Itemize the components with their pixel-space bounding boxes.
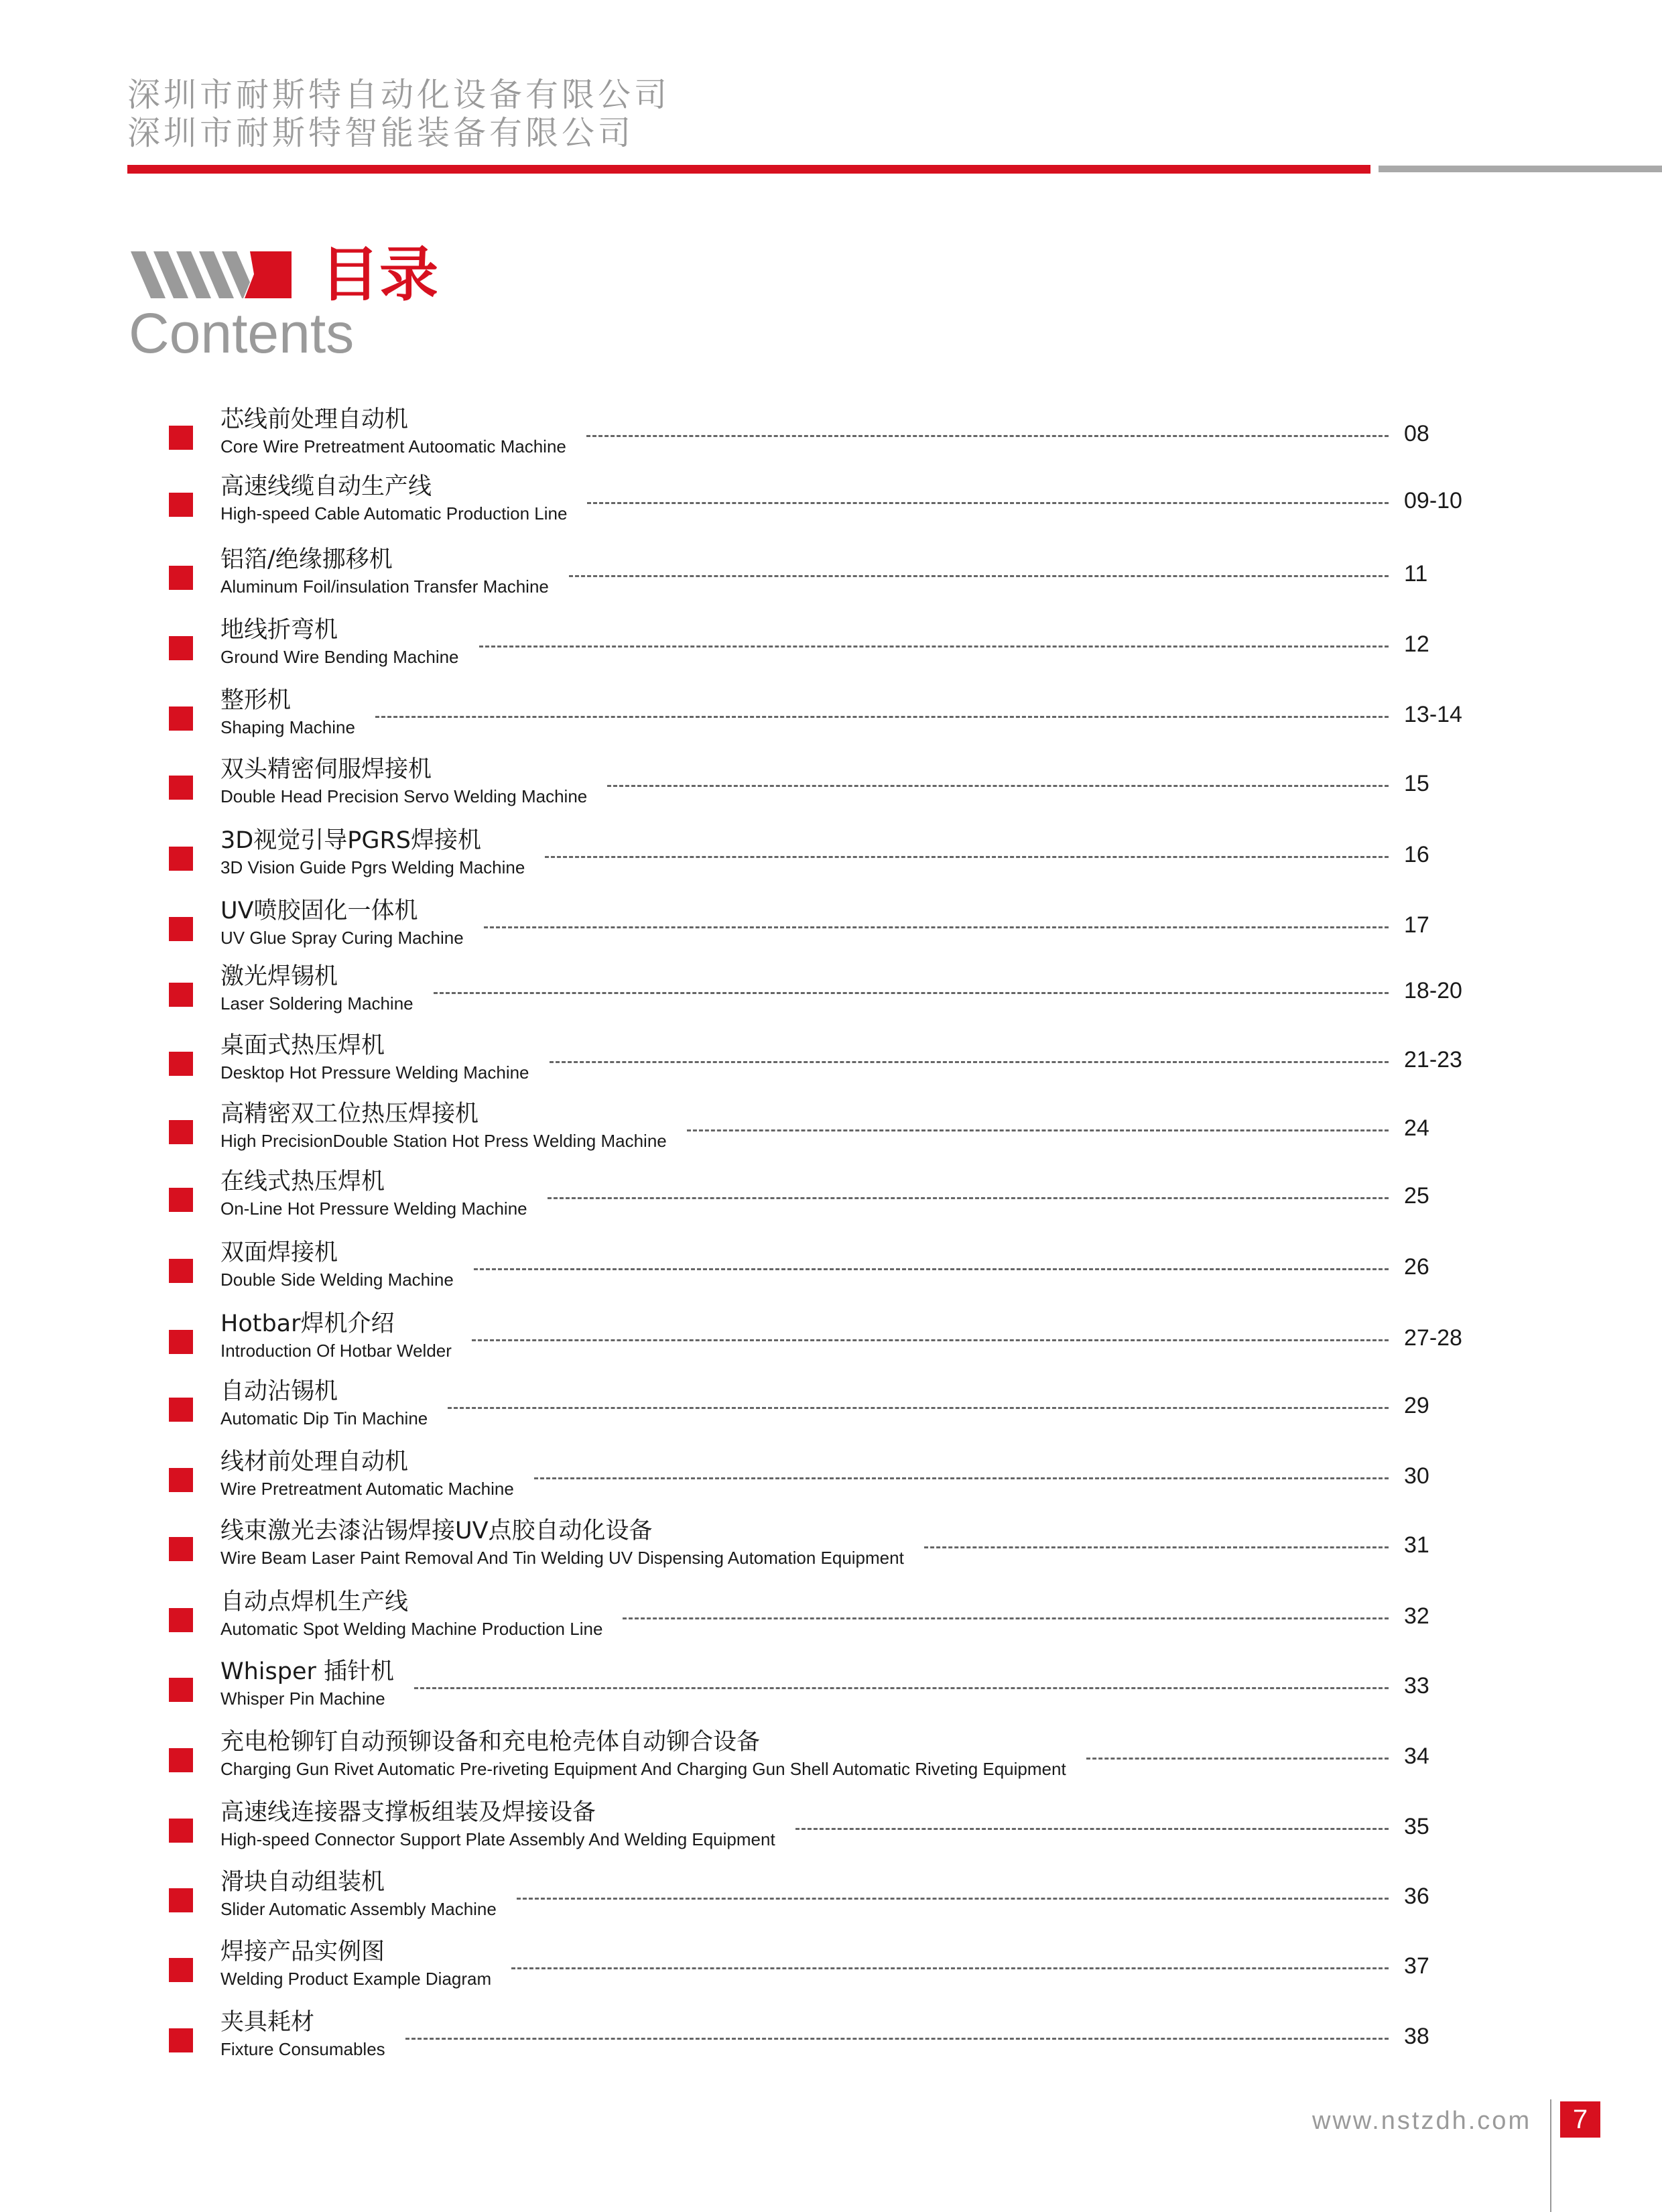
- toc-item-title-cn: 双面焊接机: [220, 1239, 338, 1266]
- bullet-square-icon: [169, 1537, 193, 1561]
- bullet-square-icon: [169, 847, 193, 871]
- toc-item-title-cn: 激光焊锡机: [220, 963, 338, 990]
- toc-item-page: 12: [1404, 631, 1429, 657]
- toc-item-page: 34: [1404, 1743, 1429, 1769]
- toc-item-page: 38: [1404, 2024, 1429, 2049]
- toc-item-page: 17: [1404, 912, 1429, 938]
- toc-item-title-en: Automatic Dip Tin Machine: [220, 1408, 428, 1428]
- toc-item[interactable]: [169, 616, 1482, 670]
- toc-item-page: 16: [1404, 842, 1429, 867]
- toc-item-page: 36: [1404, 1884, 1429, 1909]
- toc-item[interactable]: [169, 1239, 1482, 1292]
- toc-item-page: 08: [1404, 421, 1429, 446]
- toc-item[interactable]: [169, 406, 1482, 459]
- toc-item-title-en: On-Line Hot Pressure Welding Machine: [220, 1199, 527, 1219]
- bullet-square-icon: [169, 1052, 193, 1076]
- toc-item-title-cn: 铝箔/绝缘挪移机: [220, 546, 393, 573]
- bullet-square-icon: [169, 493, 193, 517]
- toc-item-title-cn: 整形机: [220, 687, 292, 714]
- toc-item-title-en: High PrecisionDouble Station Hot Press Welding Machine: [220, 1131, 667, 1151]
- dot-leader: [687, 1129, 1389, 1131]
- toc-item-title-cn: 线材前处理自动机: [220, 1449, 409, 1475]
- toc-item-title-cn: 芯线前处理自动机: [220, 406, 409, 433]
- footer-url[interactable]: www.nstzdh.com: [1312, 2107, 1532, 2135]
- toc-item[interactable]: [169, 1938, 1482, 1991]
- dot-leader: [511, 1967, 1389, 1969]
- toc-item-title-en: Whisper Pin Machine: [220, 1688, 385, 1709]
- toc-item[interactable]: [169, 826, 1482, 880]
- toc-item-title-cn: 3D视觉引导PGRS焊接机: [220, 827, 481, 854]
- dot-leader: [479, 646, 1389, 648]
- bullet-square-icon: [169, 1748, 193, 1772]
- toc-item[interactable]: [169, 1517, 1482, 1571]
- toc-item[interactable]: [169, 2008, 1482, 2062]
- dot-leader: [448, 1407, 1389, 1409]
- toc-item[interactable]: [169, 1868, 1482, 1922]
- toc-item-title-en: UV Glue Spray Curing Machine: [220, 928, 464, 948]
- toc-item-page: 13-14: [1404, 702, 1462, 727]
- toc-item[interactable]: [169, 897, 1482, 950]
- toc-item-title-cn: 地线折弯机: [220, 617, 338, 643]
- dot-leader: [517, 1898, 1389, 1900]
- toc-item-title-en: High-speed Connector Support Plate Assembly And Welding Equipment: [220, 1829, 775, 1849]
- toc-item-title-en: High-speed Cable Automatic Production Line: [220, 503, 568, 524]
- toc-item-title-en: Wire Beam Laser Paint Removal And Tin Welding UV Dispensing Automation Equipment: [220, 1548, 904, 1568]
- dot-leader: [1086, 1758, 1389, 1760]
- bullet-square-icon: [169, 1330, 193, 1354]
- dot-leader: [924, 1546, 1389, 1548]
- toc-item-title-cn: 线束激光去漆沾锡焊接UV点胶自动化设备: [220, 1518, 653, 1544]
- toc-item-page: 31: [1404, 1532, 1429, 1558]
- toc-item-title-cn: 桌面式热压焊机: [220, 1032, 385, 1059]
- toc-item-title-cn: 滑块自动组装机: [220, 1869, 385, 1896]
- dot-leader: [534, 1477, 1389, 1479]
- toc-item-title-cn: Whisper 插针机: [220, 1658, 395, 1685]
- bullet-square-icon: [169, 1188, 193, 1212]
- toc-item-title-en: Welding Product Example Diagram: [220, 1969, 492, 1989]
- toc-item-title-cn: 高精密双工位热压焊接机: [220, 1101, 479, 1127]
- bullet-square-icon: [169, 2028, 193, 2052]
- toc-item[interactable]: [169, 1448, 1482, 1501]
- toc-item[interactable]: [169, 1168, 1482, 1221]
- bullet-square-icon: [169, 1958, 193, 1982]
- dot-leader: [569, 575, 1389, 577]
- toc-item-page: 37: [1404, 1953, 1429, 1979]
- dot-leader: [434, 992, 1389, 994]
- toc-item[interactable]: [169, 1377, 1482, 1431]
- toc-item-page: 15: [1404, 771, 1429, 796]
- bullet-square-icon: [169, 1888, 193, 1912]
- toc-item-title-en: 3D Vision Guide Pgrs Welding Machine: [220, 857, 525, 877]
- dot-leader: [545, 856, 1389, 858]
- bullet-square-icon: [169, 426, 193, 450]
- dot-leader: [550, 1061, 1389, 1063]
- toc-item-page: 25: [1404, 1183, 1429, 1209]
- toc-item-page: 24: [1404, 1115, 1429, 1141]
- toc-item-title-cn: Hotbar焊机介绍: [220, 1310, 395, 1337]
- bullet-square-icon: [169, 1819, 193, 1843]
- toc-item-title-en: Desktop Hot Pressure Welding Machine: [220, 1062, 529, 1083]
- toc-item[interactable]: [169, 1728, 1482, 1782]
- toc-item-page: 09-10: [1404, 488, 1462, 513]
- toc-item-title-en: Ground Wire Bending Machine: [220, 647, 459, 667]
- toc-item[interactable]: [169, 755, 1482, 809]
- dot-leader: [474, 1268, 1389, 1270]
- toc-item-page: 30: [1404, 1463, 1429, 1489]
- toc-item-page: 32: [1404, 1603, 1429, 1629]
- toc-item-title-en: Wire Pretreatment Automatic Machine: [220, 1479, 514, 1499]
- bullet-square-icon: [169, 776, 193, 800]
- bullet-square-icon: [169, 636, 193, 660]
- bullet-square-icon: [169, 1259, 193, 1283]
- toc-item-title-cn: 夹具耗材: [220, 2009, 315, 2036]
- dot-leader: [795, 1828, 1389, 1830]
- dot-leader: [548, 1197, 1389, 1199]
- toc-item-page: 11: [1404, 561, 1428, 587]
- bullet-square-icon: [169, 1678, 193, 1702]
- bullet-square-icon: [169, 1120, 193, 1144]
- toc-item-title-en: Laser Soldering Machine: [220, 993, 413, 1013]
- toc-item[interactable]: [169, 1100, 1482, 1154]
- toc-item-title-en: Introduction Of Hotbar Welder: [220, 1341, 452, 1361]
- toc-item[interactable]: [169, 1588, 1482, 1642]
- toc-item-page: 29: [1404, 1393, 1429, 1418]
- bullet-square-icon: [169, 917, 193, 941]
- toc-item-title-en: Double Head Precision Servo Welding Machine: [220, 786, 588, 806]
- toc-item-title-cn: 在线式热压焊机: [220, 1168, 385, 1195]
- page-number: 7: [1560, 2101, 1600, 2138]
- toc-item-title-en: Charging Gun Rivet Automatic Pre-riveting Equipment And Charging Gun Shell Automatic Riveting Equipment: [220, 1759, 1066, 1779]
- toc-item[interactable]: [169, 1032, 1482, 1085]
- toc-title-en: Contents: [129, 302, 355, 365]
- dot-leader: [586, 435, 1389, 437]
- toc-item-page: 21-23: [1404, 1047, 1462, 1072]
- toc-item[interactable]: [169, 546, 1482, 599]
- dot-leader: [472, 1339, 1389, 1341]
- toc-item-title-en: Core Wire Pretreatment Autoomatic Machine: [220, 436, 566, 456]
- bullet-square-icon: [169, 566, 193, 590]
- dot-leader: [375, 716, 1389, 718]
- toc-item-title-cn: 自动点焊机生产线: [220, 1589, 409, 1615]
- toc-item-title-en: Automatic Spot Welding Machine Production Line: [220, 1619, 603, 1639]
- footer-divider: [1550, 2099, 1551, 2212]
- bullet-square-icon: [169, 1468, 193, 1492]
- toc-item-title-en: Fixture Consumables: [220, 2039, 385, 2059]
- company-name-line2: 深圳市耐斯特智能装备有限公司: [127, 114, 635, 152]
- toc-title-cn: 目录: [320, 240, 439, 309]
- dot-leader: [607, 785, 1389, 787]
- toc-item-title-cn: 高速线连接器支撑板组装及焊接设备: [220, 1799, 596, 1826]
- dot-leader: [623, 1617, 1389, 1619]
- toc-item-title-cn: 高速线缆自动生产线: [220, 473, 432, 500]
- toc-item-title-cn: 自动沾锡机: [220, 1378, 338, 1405]
- toc-item[interactable]: [169, 1658, 1482, 1711]
- toc-item[interactable]: [169, 1798, 1482, 1852]
- company-name-line1: 深圳市耐斯特自动化设备有限公司: [127, 76, 671, 114]
- toc-item-title-en: Double Side Welding Machine: [220, 1270, 454, 1290]
- toc-item[interactable]: [169, 1310, 1482, 1363]
- toc-item-title-cn: 充电枪铆钉自动预铆设备和充电枪壳体自动铆合设备: [220, 1729, 761, 1756]
- toc-item-title-en: Slider Automatic Assembly Machine: [220, 1899, 497, 1919]
- toc-item[interactable]: [169, 686, 1482, 740]
- toc-item-title-en: Shaping Machine: [220, 717, 355, 737]
- dot-leader: [405, 2038, 1389, 2040]
- bullet-square-icon: [169, 1398, 193, 1422]
- toc-item-title-cn: UV喷胶固化一体机: [220, 898, 418, 924]
- dot-leader: [587, 502, 1389, 504]
- bullet-square-icon: [169, 983, 193, 1007]
- toc-item-title-en: Aluminum Foil/insulation Transfer Machine: [220, 576, 549, 597]
- toc-item-page: 35: [1404, 1814, 1429, 1839]
- toc-item-page: 33: [1404, 1673, 1429, 1699]
- toc-item-page: 27-28: [1404, 1325, 1462, 1351]
- toc-item[interactable]: [169, 963, 1482, 1016]
- toc-item-page: 18-20: [1404, 978, 1462, 1003]
- toc-item-title-cn: 焊接产品实例图: [220, 1939, 385, 1965]
- toc-item-title-cn: 双头精密伺服焊接机: [220, 756, 432, 783]
- toc-item[interactable]: [169, 473, 1482, 526]
- bullet-square-icon: [169, 1608, 193, 1632]
- toc-item-page: 26: [1404, 1254, 1429, 1280]
- bullet-square-icon: [169, 706, 193, 731]
- dot-leader: [414, 1687, 1389, 1689]
- dot-leader: [484, 926, 1389, 928]
